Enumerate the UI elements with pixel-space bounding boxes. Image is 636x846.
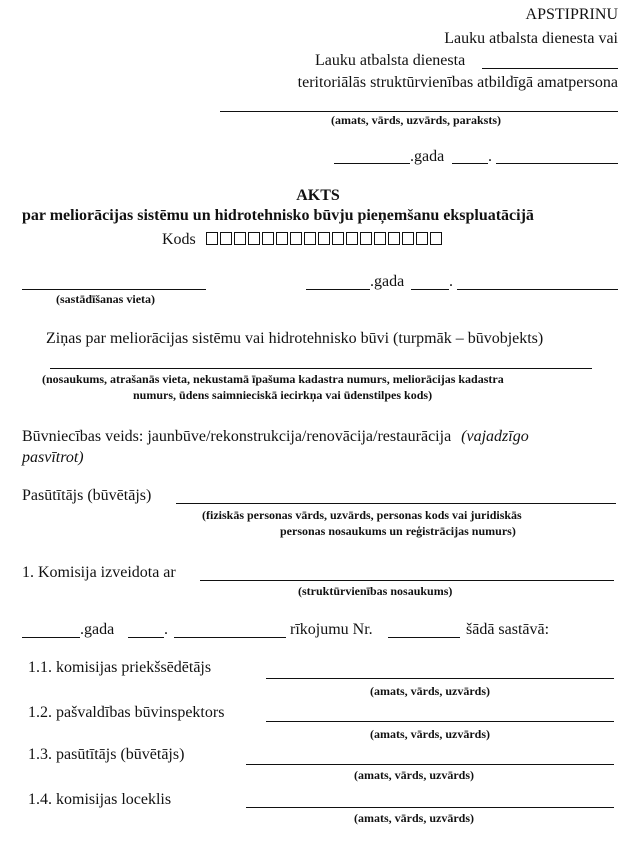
member-label: 1.2. pašvaldības būvinspektors xyxy=(28,704,225,721)
member-label: 1.4. komisijas loceklis xyxy=(28,791,172,808)
member-blank[interactable] xyxy=(266,721,614,722)
code-label: Kods xyxy=(162,231,196,248)
member-hint: (amats, vārds, uzvārds) xyxy=(354,811,474,825)
object-info-title: Ziņas par meliorācijas sistēmu vai hidrotehnisko būvi (turpmāk – būvobjekts) xyxy=(46,330,544,347)
approval-date-gada: .gada xyxy=(410,148,445,165)
client-blank[interactable] xyxy=(176,503,616,504)
approval-line2-blank[interactable] xyxy=(482,68,618,69)
place-blank[interactable] xyxy=(22,289,206,290)
document-title: AKTS xyxy=(296,187,340,204)
approval-title: APSTIPRINU xyxy=(525,6,618,23)
member-blank[interactable] xyxy=(266,678,614,679)
composition-label: šādā sastāvā: xyxy=(466,621,550,638)
approval-sign-hint: (amats, vārds, uzvārds, paraksts) xyxy=(331,113,502,127)
client-label: Pasūtītājs (būvētājs) xyxy=(22,487,152,504)
object-info-blank[interactable] xyxy=(50,368,592,369)
approval-date-day-blank[interactable] xyxy=(452,163,488,164)
act-date-gada: .gada xyxy=(370,273,405,290)
order-date-dot: . xyxy=(164,621,168,638)
member-hint: (amats, vārds, uzvārds) xyxy=(370,727,490,741)
approval-signature-line[interactable] xyxy=(220,111,618,112)
approval-date-year-blank[interactable] xyxy=(334,163,410,164)
act-date-year-blank[interactable] xyxy=(306,289,370,290)
object-info-hint2: numurs, ūdens saimnieciskā iecirkņa vai ūdenstilpes kods) xyxy=(133,388,433,402)
commission-label: 1. Komisija izveidota ar xyxy=(22,564,176,581)
order-number-blank[interactable] xyxy=(388,637,460,638)
member-hint: (amats, vārds, uzvārds) xyxy=(370,684,490,698)
construction-note: (vajadzīgo xyxy=(461,428,529,445)
order-date-gada: .gada xyxy=(80,621,115,638)
client-hint2: personas nosaukums un reģistrācijas numurs) xyxy=(280,524,516,538)
construction-note2: pasvītrot) xyxy=(22,449,84,466)
member-blank[interactable] xyxy=(246,764,614,765)
member-hint: (amats, vārds, uzvārds) xyxy=(354,768,474,782)
object-info-hint1: (nosaukums, atrašanās vieta, nekustamā īpašuma kadastra numurs, meliorācijas kadastra xyxy=(42,372,504,386)
approval-line3: teritoriālās struktūrvienības atbildīgā amatpersona xyxy=(297,74,618,91)
code-boxes[interactable] xyxy=(206,231,444,249)
construction-label: Būvniecības veids: jaunbūve/rekonstrukcija/renovācija/restaurācija xyxy=(22,428,452,445)
order-date-month-blank[interactable] xyxy=(174,637,286,638)
order-date-year-blank[interactable] xyxy=(22,637,80,638)
act-date-month-blank[interactable] xyxy=(457,289,618,290)
commission-blank[interactable] xyxy=(200,580,614,581)
member-label: 1.1. komisijas priekšsēdētājs xyxy=(28,659,212,676)
order-date-day-blank[interactable] xyxy=(128,637,164,638)
construction-type xyxy=(22,428,529,446)
code-row xyxy=(162,231,444,249)
member-label: 1.3. pasūtītājs (būvētājs) xyxy=(28,746,185,763)
place-hint: (sastādīšanas vieta) xyxy=(56,292,156,306)
order-label: rīkojumu Nr. xyxy=(290,621,373,638)
approval-date-month-blank[interactable] xyxy=(496,163,618,164)
commission-hint: (struktūrvienības nosaukums) xyxy=(298,584,453,598)
approval-date-dot: . xyxy=(488,148,492,165)
member-blank[interactable] xyxy=(246,807,614,808)
client-hint1: (fiziskās personas vārds, uzvārds, personas kods vai juridiskās xyxy=(202,508,522,522)
approval-line1: Lauku atbalsta dienesta vai xyxy=(444,30,618,47)
document-subtitle: par meliorācijas sistēmu un hidrotehnisko būvju pieņemšanu ekspluatācijā xyxy=(22,207,534,224)
act-date-day-blank[interactable] xyxy=(411,289,449,290)
approval-line2: Lauku atbalsta dienesta xyxy=(315,52,466,69)
act-date-dot: . xyxy=(449,273,453,290)
